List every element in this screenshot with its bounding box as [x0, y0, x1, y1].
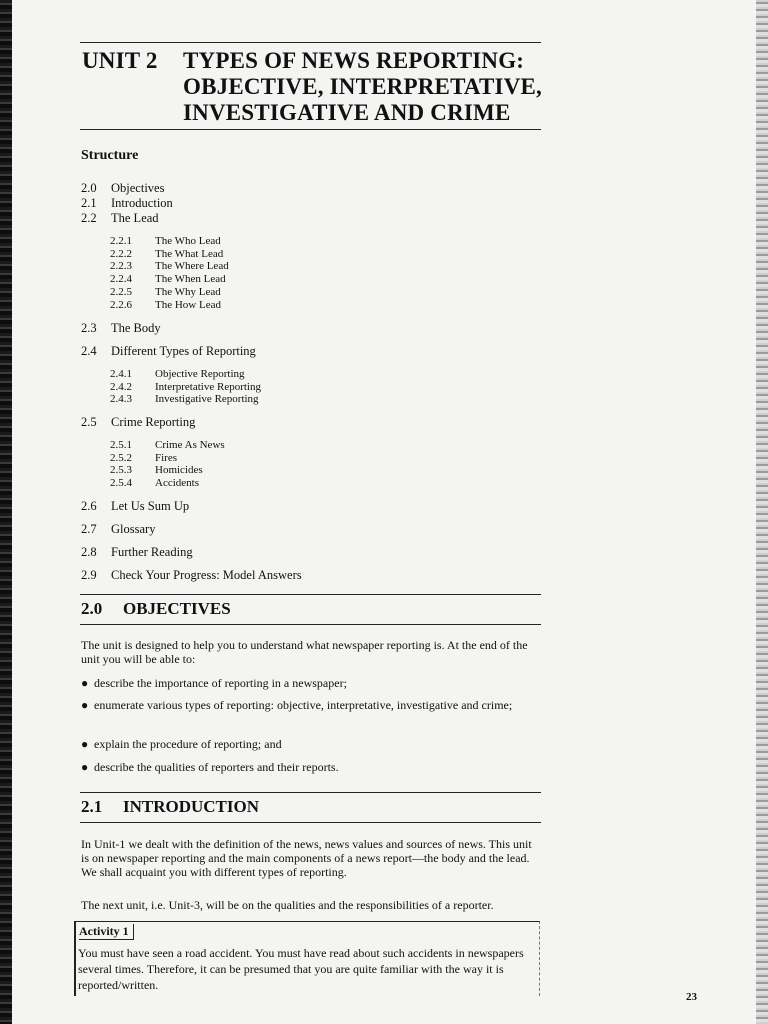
toc-sub-text: Crime As News [155, 439, 225, 451]
page-number: 23 [686, 991, 697, 1003]
toc-entry [81, 522, 155, 537]
toc-entry [81, 181, 173, 196]
toc-sub-number: 2.5.2 [110, 451, 132, 464]
toc-number: 2.7 [81, 522, 97, 536]
toc-entry [81, 211, 173, 226]
toc-sub-number: 2.5.4 [110, 477, 132, 490]
introduction-heading [81, 797, 259, 817]
toc-sub-number: 2.4.2 [110, 380, 132, 393]
toc-number: 2.2 [81, 211, 97, 225]
unit-title-line: OBJECTIVE, INTERPRETATIVE, [183, 74, 543, 99]
objectives-heading [81, 599, 231, 619]
toc-entry [81, 344, 256, 359]
toc-sub-text: Homicides [155, 464, 203, 477]
section-title: INTRODUCTION [123, 797, 260, 816]
introduction-paragraph: In Unit-1 we dealt with the definition of the news, news values and sources of news. This unit is on newspaper reporting and the main components of a news report—the body and the lead. We shall acquaint you with different types of reporting. [81, 837, 532, 879]
unit-title [183, 48, 542, 126]
toc-sub-entry [110, 286, 229, 299]
section-number: 2.1 [81, 797, 103, 816]
introduction-top-rule [80, 792, 541, 793]
toc-text: Different Types of Reporting [111, 344, 256, 358]
toc-sub-text: The What Lead [155, 247, 224, 260]
unit-title-line: TYPES OF NEWS REPORTING: [183, 48, 525, 73]
bullet-text: explain the procedure of reporting; and [94, 737, 282, 751]
objective-bullet [81, 676, 544, 690]
toc-text: Introduction [111, 196, 173, 210]
toc-sub-number: 2.4.1 [110, 368, 132, 380]
toc-number: 2.5 [81, 415, 97, 429]
toc-number: 2.4 [81, 344, 97, 358]
introduction-bottom-rule [80, 822, 541, 823]
toc-sub-entry [110, 381, 261, 394]
bullet-icon: ● [81, 737, 89, 751]
objective-bullet [81, 760, 544, 774]
bullet-text: describe the importance of reporting in a newspaper; [94, 676, 347, 690]
toc-entry [81, 415, 195, 430]
toc-text: The Lead [111, 211, 159, 225]
toc-sub-text: Objective Reporting [155, 368, 245, 380]
toc-sub-entry [110, 477, 225, 490]
toc-text: Further Reading [111, 545, 193, 559]
toc-sub-text: Fires [155, 451, 177, 464]
toc-sub-number: 2.5.1 [110, 439, 132, 451]
toc-entry [81, 545, 193, 560]
title-top-rule [80, 42, 541, 43]
toc-number: 2.9 [81, 568, 97, 582]
toc-number: 2.8 [81, 545, 97, 559]
introduction-paragraph: The next unit, i.e. Unit-3, will be on the qualities and the responsibilities of a reporter. [81, 898, 494, 912]
toc-sub-number: 2.2.3 [110, 260, 132, 273]
toc-sub-entry [110, 299, 229, 312]
toc-text: Crime Reporting [111, 415, 196, 429]
bullet-icon: ● [81, 698, 89, 712]
toc-entry [81, 499, 189, 514]
toc-sub-list-2-2 [110, 235, 229, 311]
objectives-intro: The unit is designed to help you to understand what newspaper reporting is. At the end of the unit you will be able to: [81, 638, 528, 666]
toc-entry [81, 196, 173, 211]
bullet-text: enumerate various types of reporting: objective, interpretative, investigative and crime; [94, 698, 513, 712]
toc-sub-text: The How Lead [155, 298, 221, 311]
toc-sub-text: The Why Lead [155, 285, 221, 298]
toc-text: The Body [111, 321, 161, 335]
toc-entry [81, 321, 161, 336]
toc-number: 2.1 [81, 196, 97, 210]
toc-sub-number: 2.2.2 [110, 247, 132, 260]
activity-label: Activity 1 [79, 924, 134, 940]
unit-title-line: INVESTIGATIVE AND CRIME [183, 100, 511, 125]
toc-sub-number: 2.2.6 [110, 298, 132, 311]
scan-left-edge [0, 0, 12, 1024]
toc-sub-entry [110, 368, 261, 381]
activity-box [74, 921, 540, 996]
scan-right-edge [756, 0, 768, 1024]
unit-label: UNIT 2 [82, 48, 158, 73]
bullet-text: describe the qualities of reporters and their reports. [94, 760, 339, 774]
bullet-icon: ● [81, 760, 89, 774]
toc-sub-text: Accidents [155, 477, 199, 490]
structure-heading: Structure [81, 148, 139, 163]
toc-sub-entry [110, 452, 225, 465]
toc-sub-entry [110, 439, 225, 452]
toc-sub-number: 2.2.1 [110, 235, 132, 247]
toc-sub-text: The Where Lead [155, 260, 229, 273]
toc-sub-entry [110, 273, 229, 286]
toc-number: 2.0 [81, 181, 97, 195]
toc-sub-entry [110, 260, 229, 273]
bullet-icon: ● [81, 676, 89, 690]
toc-sub-text: The Who Lead [155, 235, 221, 247]
toc-sub-list-2-4 [110, 368, 261, 406]
toc-sub-list-2-5 [110, 439, 225, 490]
objectives-top-rule [80, 594, 541, 595]
activity-text: You must have seen a road accident. You must have read about such accidents in newspapers several times. Therefore, it can be presumed that you are quite familiar with the way it is reported/written. [78, 946, 524, 992]
toc-number: 2.6 [81, 499, 97, 513]
objectives-bottom-rule [80, 624, 541, 625]
toc-sub-text: The When Lead [155, 273, 226, 286]
toc-text: Check Your Progress: Model Answers [111, 568, 302, 582]
toc-number: 2.3 [81, 321, 97, 335]
toc-sub-text: Interpretative Reporting [155, 380, 261, 393]
toc-sub-number: 2.2.5 [110, 285, 132, 298]
section-title: OBJECTIVES [123, 599, 231, 618]
toc-entry [81, 568, 302, 583]
toc-sub-entry [110, 248, 229, 261]
objective-bullet [81, 698, 544, 712]
toc-sub-number: 2.2.4 [110, 273, 132, 286]
toc-text: Let Us Sum Up [111, 499, 190, 513]
toc-text: Glossary [111, 522, 156, 536]
toc-sub-text: Investigative Reporting [155, 393, 259, 406]
toc-item [81, 181, 173, 226]
toc-sub-number: 2.5.3 [110, 464, 132, 477]
toc-sub-entry [110, 235, 229, 248]
section-number: 2.0 [81, 599, 103, 618]
toc-sub-number: 2.4.3 [110, 393, 132, 406]
toc-sub-entry [110, 393, 261, 406]
toc-text: Objectives [111, 181, 165, 195]
objective-bullet [81, 737, 544, 751]
title-bottom-rule [80, 129, 541, 130]
toc-sub-entry [110, 464, 225, 477]
